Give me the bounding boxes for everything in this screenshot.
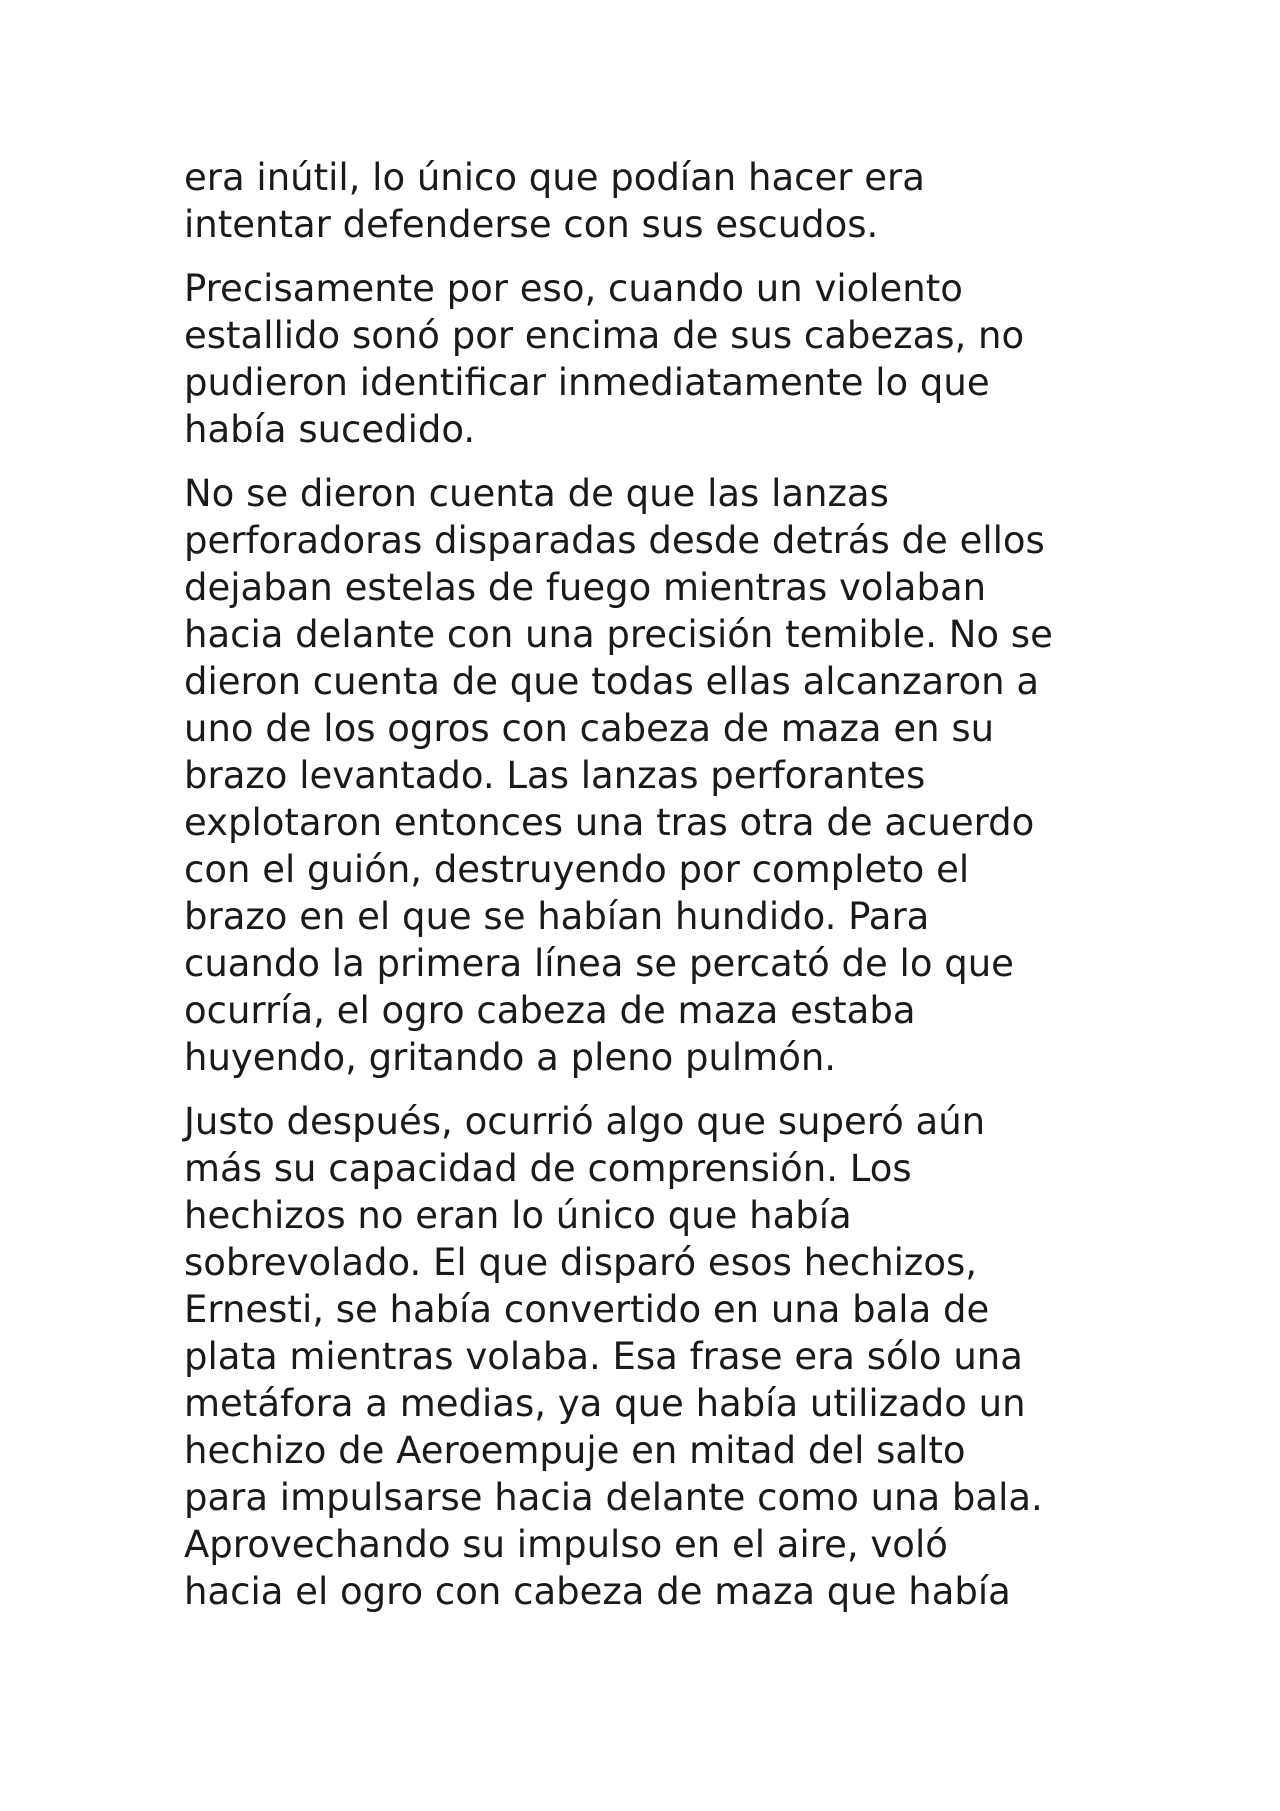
text-line: brazo levantado. Las lanzas perforantes [184, 754, 926, 797]
text-line: cuando la primera línea se percató de lo que [184, 942, 1014, 985]
text-line: brazo en el que se habían hundido. Para [184, 895, 930, 938]
text-line: hacia el ogro con cabeza de maza que había [184, 1570, 1011, 1613]
text-line: Precisamente por eso, cuando un violento [184, 267, 963, 310]
text-line: intentar defenderse con sus escudos. [184, 203, 879, 246]
text-line: hechizo de Aeroempuje en mitad del salto [184, 1429, 966, 1472]
text-line: perforadoras disparadas desde detrás de ellos [184, 519, 1045, 562]
text-line: hechizos no eran lo único que había [184, 1194, 852, 1237]
text-line: plata mientras volaba. Esa frase era sólo una [184, 1335, 1023, 1378]
text-line: había sucedido. [184, 408, 476, 451]
text-line: No se dieron cuenta de que las lanzas [184, 472, 889, 515]
text-line: con el guión, destruyendo por completo el [184, 848, 970, 891]
text-line: explotaron entonces una tras otra de acuerdo [184, 801, 1035, 844]
paragraph-3 [184, 470, 1124, 1081]
text-line: ocurría, el ogro cabeza de maza estaba [184, 989, 916, 1032]
text-line: hacia delante con una precisión temible. No se [184, 613, 1053, 656]
paragraph-1 [184, 154, 1124, 248]
text-line: Ernesti, se había convertido en una bala de [184, 1288, 990, 1331]
text-line: era inútil, lo único que podían hacer era [184, 156, 925, 199]
text-line: sobrevolado. El que disparó esos hechizos, [184, 1241, 978, 1284]
text-line: metáfora a medias, ya que había utilizado un [184, 1382, 1026, 1425]
text-line: Justo después, ocurrió algo que superó aún [184, 1100, 986, 1143]
text-line: estallido sonó por encima de sus cabezas, no [184, 314, 1025, 357]
text-line: Aprovechando su impulso en el aire, voló [184, 1523, 948, 1566]
text-line: uno de los ogros con cabeza de maza en su [184, 707, 995, 750]
text-line: pudieron identificar inmediatamente lo que [184, 361, 990, 404]
text-line: huyendo, gritando a pleno pulmón. [184, 1036, 837, 1079]
text-line: dejaban estelas de fuego mientras volaban [184, 566, 987, 609]
text-line: para impulsarse hacia delante como una bala. [184, 1476, 1043, 1519]
text-column [184, 154, 1124, 1632]
text-line: dieron cuenta de que todas ellas alcanzaron a [184, 660, 1040, 703]
paragraph-2 [184, 265, 1124, 453]
text-line: más su capacidad de comprensión. Los [184, 1147, 912, 1190]
paragraph-4 [184, 1098, 1124, 1615]
